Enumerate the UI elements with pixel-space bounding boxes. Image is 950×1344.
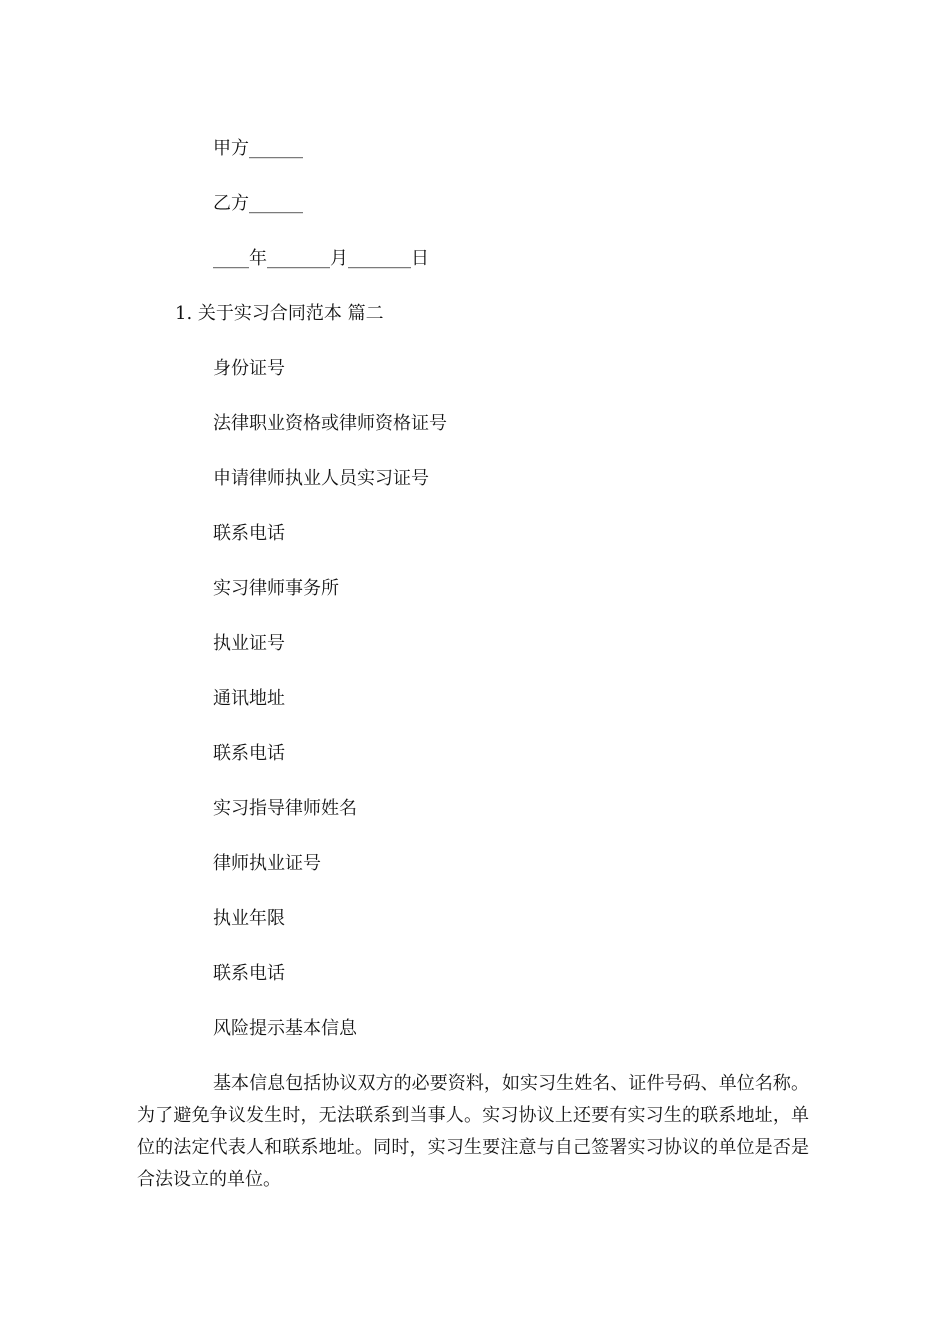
field-label: 联系电话 (213, 523, 285, 544)
field-label: 风险提示基本信息 (213, 1018, 357, 1039)
field-label: 联系电话 (213, 963, 285, 984)
body-paragraph: 基本信息包括协议双方的必要资料，如实习生姓名、证件号码、单位名称。为了避免争议发生时，无法联系到当事人。实习协议上还要有实习生的联系地址，单位的法定代表人和联系地址。同时，实习生要注意与自己签署实习协议的单位是否是合法设立的单位。 (137, 1073, 809, 1190)
party-b-signature: 乙方______ (213, 193, 303, 214)
field-label: 实习指导律师姓名 (213, 798, 357, 819)
field-label: 身份证号 (213, 358, 285, 379)
field-label: 实习律师事务所 (213, 578, 339, 599)
field-label: 法律职业资格或律师资格证号 (213, 413, 447, 434)
party-a-signature: 甲方______ (213, 138, 303, 159)
field-label: 联系电话 (213, 743, 285, 764)
field-label: 执业年限 (213, 908, 285, 929)
field-label: 律师执业证号 (213, 853, 321, 874)
field-label: 通讯地址 (213, 688, 285, 709)
signature-date: ____年_______月_______日 (213, 248, 429, 269)
field-label: 执业证号 (213, 633, 285, 654)
field-label: 申请律师执业人员实习证号 (213, 468, 429, 489)
section-heading: 1. 关于实习合同范本 篇二 (175, 303, 384, 324)
